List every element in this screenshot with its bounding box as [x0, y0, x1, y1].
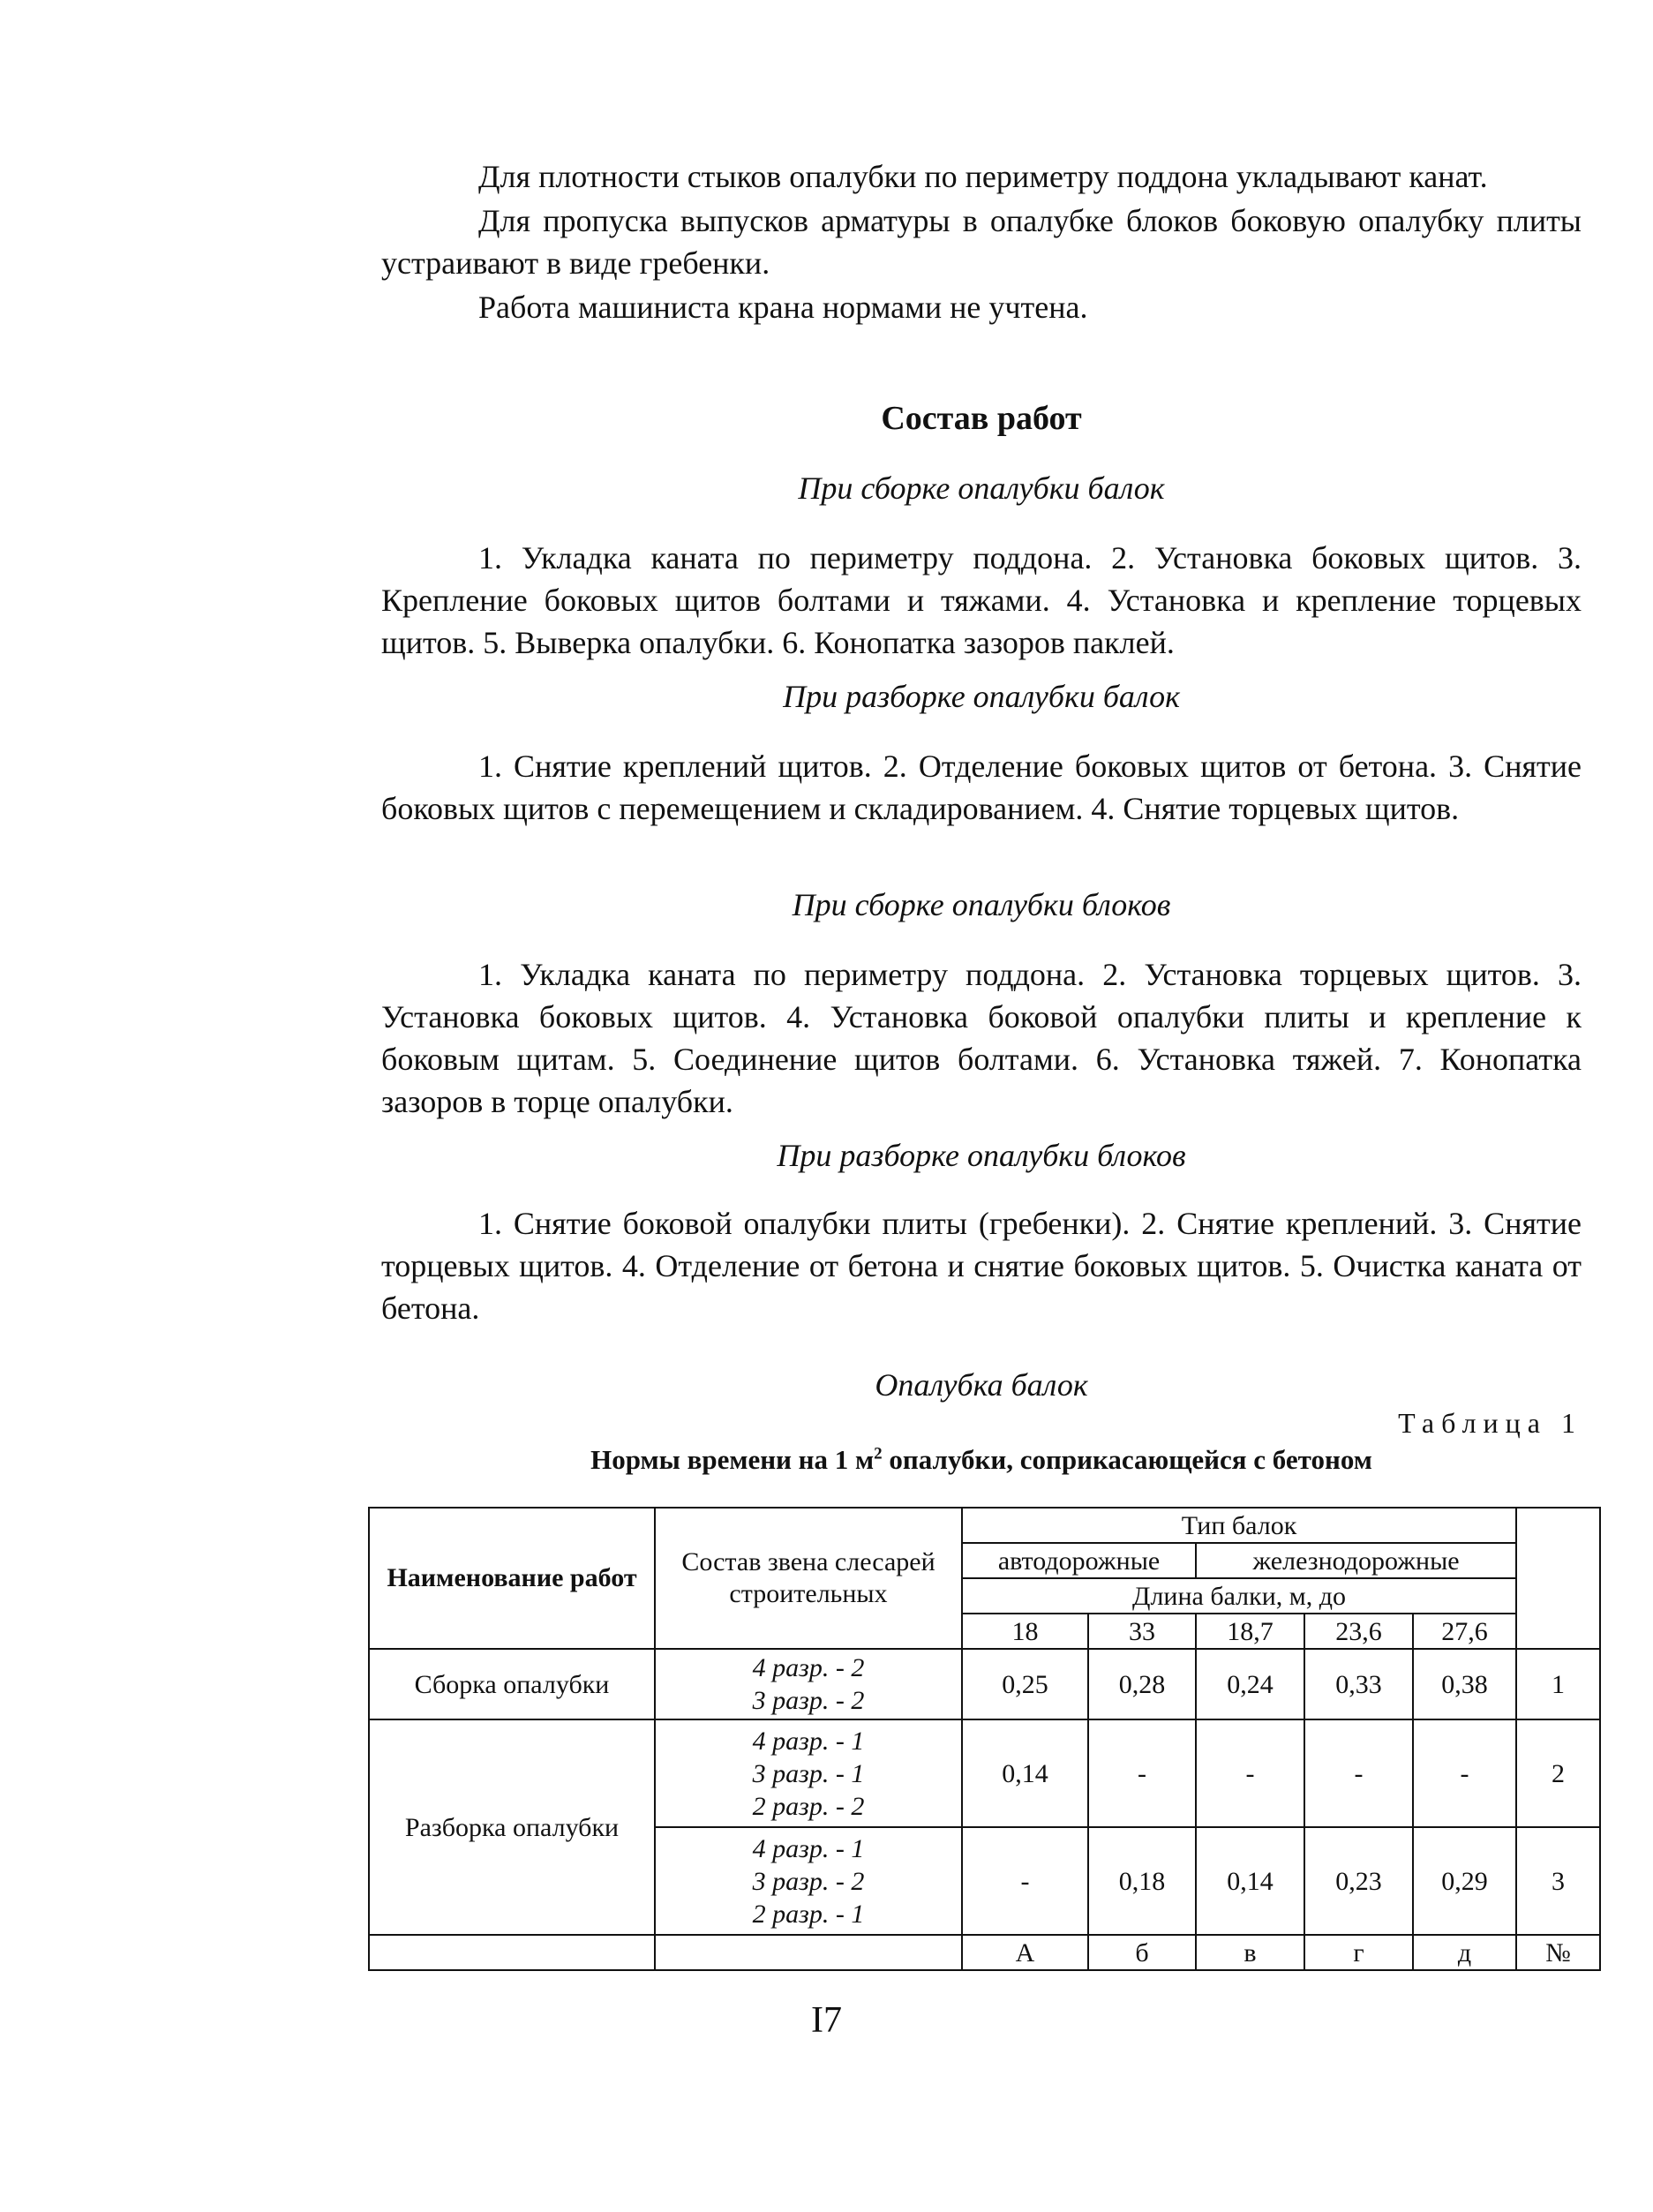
cell-value: 0,23 [1304, 1827, 1413, 1935]
header-length-value: 23,6 [1304, 1614, 1413, 1649]
header-rail: железнодорожные [1196, 1543, 1516, 1578]
row-number: 3 [1516, 1827, 1600, 1935]
header-length-value: 33 [1088, 1614, 1196, 1649]
cell-value: - [1088, 1719, 1196, 1827]
norms-table [368, 1507, 1601, 1971]
footer-letter: А [962, 1935, 1088, 1970]
crew-line: 4 разр. - 2 [752, 1653, 865, 1682]
subheading-block-assembly: При сборке опалубки блоков [792, 887, 1171, 922]
page-number: I7 [811, 2000, 842, 2041]
header-length: Длина балки, м, до [962, 1578, 1516, 1614]
table-footer-row [369, 1935, 1600, 1970]
footer-letter: д [1413, 1935, 1516, 1970]
cell-value: - [1413, 1719, 1516, 1827]
header-crew: Состав звена слесарей строительных [655, 1508, 962, 1649]
paragraph-block-disassembly: 1. Снятие боковой опалубки плиты (гребенки). 2. Снятие креплений. 3. Снятие торцевых щитов. 4. Отделение от бетона и снятие боковых щитов. 5. Очистка каната от бетона. [381, 1206, 1582, 1326]
table-caption [381, 1444, 1582, 1476]
table-section-title: Опалубка балок [875, 1367, 1088, 1403]
row-name: Сборка опалубки [369, 1649, 655, 1719]
row-number: 2 [1516, 1719, 1600, 1827]
cell-value: 0,18 [1088, 1827, 1196, 1935]
cell-value: 0,25 [962, 1649, 1088, 1719]
footer-letter: г [1304, 1935, 1413, 1970]
cell-value: 0,38 [1413, 1649, 1516, 1719]
intro-paragraph-1: Для плотности стыков опалубки по периметру поддона укладывают канат. [478, 159, 1488, 194]
subheading-block-disassembly: При разборке опалубки блоков [777, 1138, 1186, 1173]
header-length-value: 18,7 [1196, 1614, 1304, 1649]
section-heading: Состав работ [881, 400, 1082, 437]
table-row [369, 1719, 1600, 1827]
text-beam-disassembly [381, 745, 1582, 830]
table-header-row [369, 1508, 1600, 1543]
cell-value: 0,28 [1088, 1649, 1196, 1719]
cell-value: - [1196, 1719, 1304, 1827]
header-beam-type: Тип балок [962, 1508, 1516, 1543]
crew-line: 3 разр. - 2 [752, 1686, 865, 1715]
cell-value: 0,14 [962, 1719, 1088, 1827]
cell-value: 0,14 [1196, 1827, 1304, 1935]
table-caption-text: Нормы времени на 1 м [590, 1444, 875, 1475]
subheading-beam-disassembly: При разборке опалубки балок [783, 679, 1180, 714]
table-number: Таблица 1 [1398, 1407, 1582, 1439]
footer-letter: в [1196, 1935, 1304, 1970]
crew-line: 2 разр. - 1 [752, 1899, 865, 1929]
text-beam-assembly [381, 537, 1582, 664]
table-row [369, 1649, 1600, 1719]
paragraph-beam-disassembly: 1. Снятие креплений щитов. 2. Отделение боковых щитов от бетона. 3. Снятие боковых щитов с перемещением и складированием. 4. Снятие торцевых щитов. [381, 749, 1582, 826]
subheading-beam-assembly: При сборке опалубки балок [798, 470, 1165, 506]
footer-letter: б [1088, 1935, 1196, 1970]
cell-value: - [1304, 1719, 1413, 1827]
row-crew [655, 1649, 962, 1719]
crew-line: 4 разр. - 1 [752, 1726, 865, 1756]
row-crew [655, 1827, 962, 1935]
table-caption-sup: 2 [874, 1444, 883, 1463]
text-block-disassembly [381, 1202, 1582, 1329]
cell-value: 0,24 [1196, 1649, 1304, 1719]
footer-empty [655, 1935, 962, 1970]
cell-value: 0,33 [1304, 1649, 1413, 1719]
crew-line: 3 разр. - 2 [752, 1866, 865, 1896]
row-number: 1 [1516, 1649, 1600, 1719]
intro-paragraph-3: Работа машиниста крана нормами не учтена. [478, 290, 1088, 325]
footer-number-sign: № [1516, 1935, 1600, 1970]
crew-line: 2 разр. - 2 [752, 1791, 865, 1821]
text-block-assembly [381, 953, 1582, 1123]
footer-empty [369, 1935, 655, 1970]
crew-line: 4 разр. - 1 [752, 1833, 865, 1863]
header-length-value: 27,6 [1413, 1614, 1516, 1649]
header-name: Наименование работ [369, 1508, 655, 1649]
intro-paragraph-2: Для пропуска выпусков арматуры в опалубке блоков боковую опалубку плиты устраивают в виде гребенки. [381, 203, 1582, 281]
header-number-col [1516, 1508, 1600, 1649]
crew-line: 3 разр. - 1 [752, 1758, 865, 1788]
intro-block [381, 155, 1582, 328]
cell-value: 0,29 [1413, 1827, 1516, 1935]
paragraph-block-assembly: 1. Укладка каната по периметру поддона. 2. Установка торцевых щитов. 3. Установка боковых щитов. 4. Установка боковой опалубки плиты и крепление к боковым щитам. 5. Соединение щитов болтами. 6. Установка тяжей. 7. Конопатка зазоров в торце опалубки. [381, 957, 1582, 1119]
header-length-value: 18 [962, 1614, 1088, 1649]
row-crew [655, 1719, 962, 1827]
paragraph-beam-assembly: 1. Укладка каната по периметру поддона. 2. Установка боковых щитов. 3. Крепление боковых щитов болтами и тяжами. 4. Установка и крепление торцевых щитов. 5. Выверка опалубки. 6. Конопатка зазоров паклей. [381, 540, 1582, 660]
table-caption-text-end: опалубки, соприкасающейся с бетоном [882, 1444, 1372, 1475]
row-name: Разборка опалубки [369, 1719, 655, 1935]
cell-value: - [962, 1827, 1088, 1935]
header-road: автодорожные [962, 1543, 1196, 1578]
